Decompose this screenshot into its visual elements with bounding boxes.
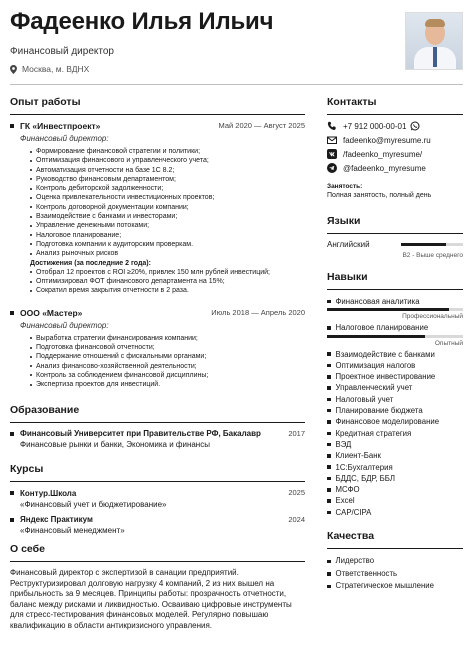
achievement-item: Сократил время закрытия отчетности в 2 раза.: [30, 286, 305, 295]
job-role: Финансовый директор:: [20, 134, 109, 143]
achievements-list: [30, 268, 305, 296]
skill-item: Планирование бюджета: [327, 405, 463, 416]
section-title-experience: Опыт работы: [10, 96, 305, 115]
whatsapp-icon: [410, 121, 420, 131]
achievement-item: Отобрал 12 проектов с ROI ≥20%, привлек 150 млн рублей инвестиций;: [30, 268, 305, 277]
duty-item: Контроль договорной документации компании;: [30, 203, 305, 212]
job-entry: [10, 121, 305, 296]
job-company: ГК «Инвестпроект»: [10, 121, 100, 131]
right-column: [327, 96, 463, 593]
resume-header: [10, 8, 463, 80]
language-level-bar: [401, 243, 463, 246]
skill-item: Кредитная стратегия: [327, 428, 463, 439]
skill-level-bar: [327, 308, 463, 311]
duty-item: Выработка стратегии финансирования компании;: [30, 334, 305, 343]
education-spec: Финансовые рынки и банки, Экономика и финансы: [20, 440, 210, 450]
quality-item: Ответственность: [327, 568, 463, 581]
header-divider: [10, 84, 463, 85]
map-pin-icon: [10, 65, 17, 74]
skill-item: Налоговый учет: [327, 394, 463, 405]
section-title-education: Образование: [10, 404, 305, 423]
quality-item: Лидерство: [327, 555, 463, 568]
person-location: [10, 64, 463, 74]
duty-item: Контроль за соблюдением финансовой дисциплины;: [30, 371, 305, 380]
contact-site[interactable]: /fadeenko_myresume/: [327, 149, 463, 159]
skill-item: 1С:Бухгалтерия: [327, 462, 463, 473]
course-year: 2024: [288, 514, 305, 524]
person-position: Финансовый директор: [10, 46, 114, 57]
duty-item: Налоговое планирование;: [30, 231, 305, 240]
skill-level: Профессиональный: [402, 313, 463, 321]
job-company: ООО «Мастер»: [10, 308, 82, 318]
skill-item: Взаимодействие с банками: [327, 349, 463, 360]
duty-item: Анализ рыночных рисков: [30, 249, 305, 258]
skill-rated: Финансовая аналитика: [327, 296, 463, 307]
employment-label: Занятость:: [327, 183, 363, 190]
phone-icon: [327, 121, 337, 131]
job-duties: [30, 147, 305, 259]
duty-item: Экспертиза проектов для инвестиций.: [30, 380, 305, 389]
course-name: Яндекс Практикум: [10, 515, 93, 524]
skill-rated: Налоговое планирование: [327, 322, 463, 333]
job-role: Финансовый директор:: [20, 320, 109, 330]
course-entry: [10, 488, 305, 509]
about-text: Финансовый директор с экспертизой в санации предприятий. Реструктуризировал долговую нагрузку 4 компаний, 2 из них вышел на прибыльность за 9 месяцев. Принципы работы: прозрачность отчетности, баланс между рисками и ликвидностью. Осваиваю цифровые инструменты для стресс-тестирования финансовых моделей. Регулярно повышаю квалификацию в области антикризисного управления.: [10, 568, 292, 630]
duty-item: Оценка привлекательности инвестиционных проектов;: [30, 193, 305, 202]
skill-level: Опытный: [434, 339, 463, 347]
duty-item: Анализ финансово-хозяйственной деятельности;: [30, 362, 305, 371]
skill-item: Клиент-Банк: [327, 450, 463, 461]
section-title-languages: Языки: [327, 215, 463, 234]
job-duties: [30, 334, 305, 390]
profile-photo: [405, 12, 463, 70]
duty-item: Оптимизация финансового и управленческого учета;: [30, 156, 305, 165]
duty-item: Поддержание отношений с фискальными органами;: [30, 352, 305, 361]
section-title-qualities: Качества: [327, 530, 463, 549]
contact-email[interactable]: fadeenko@myresume.ru: [327, 135, 463, 145]
skill-item: БДДС, БДР, ББЛ: [327, 473, 463, 484]
course-title: «Финансовый менеджмент»: [20, 526, 125, 536]
skill-level-bar: [327, 335, 463, 338]
duty-item: Автоматизация отчетности на базе 1С 8.2;: [30, 166, 305, 175]
job-dates: Май 2020 — Август 2025: [218, 121, 305, 130]
skill-item: Проектное инвестирование: [327, 371, 463, 382]
skill-item: ВЭД: [327, 439, 463, 450]
achievement-item: Оптимизировал ФОТ финансового департамента на 15%;: [30, 277, 305, 286]
job-dates: Июль 2018 — Апрель 2020: [211, 307, 305, 317]
location-text: Москва, м. ВДНХ: [22, 64, 90, 74]
duty-item: Контроль дебиторской задолженности;: [30, 184, 305, 193]
skill-item: Управленческий учет: [327, 382, 463, 393]
section-title-about: О себе: [10, 543, 305, 562]
quality-item: Стратегическое мышление: [327, 580, 463, 593]
duty-item: Руководство финансовым департаментом;: [30, 175, 305, 184]
person-name: Фадеенко Илья Ильич: [10, 8, 274, 35]
course-name: Контур.Школа: [10, 489, 76, 498]
skill-item: Excel: [327, 495, 463, 506]
skill-item: Финансовое моделирование: [327, 416, 463, 427]
skill-item: CAP/CIPA: [327, 507, 463, 518]
telegram-icon: [327, 163, 337, 173]
education-name: Финансовый Университет при Правительстве РФ, Бакалавр: [10, 429, 261, 438]
section-title-contacts: Контакты: [327, 96, 463, 115]
duty-item: Взаимодействие с банками и инвесторами;: [30, 212, 305, 221]
left-column: [10, 96, 305, 632]
duty-item: Управление денежными потоками;: [30, 221, 305, 230]
skill-item: Оптимизация налогов: [327, 360, 463, 371]
contact-phone: +7 912 000-00-01: [327, 121, 463, 131]
duty-item: Формирование финансовой стратегии и политики;: [30, 147, 305, 156]
skills-list: [327, 349, 463, 518]
employment-value: Полная занятость, полный день: [327, 192, 432, 199]
skill-item: МСФО: [327, 484, 463, 495]
duty-item: Подготовка финансовой отчетности;: [30, 343, 305, 352]
section-title-skills: Навыки: [327, 271, 463, 290]
language-row: [327, 240, 463, 249]
education-year: 2017: [288, 428, 305, 438]
course-year: 2025: [288, 488, 305, 498]
contact-telegram[interactable]: @fadeenko_myresume: [327, 163, 463, 173]
section-title-courses: Курсы: [10, 463, 305, 482]
language-level: B2 - Выше среднего: [402, 252, 463, 259]
course-title: «Финансовый учет и бюджетирование»: [20, 499, 167, 509]
course-entry: [10, 515, 305, 536]
achievements-title: Достижения (за последние 2 года):: [30, 259, 151, 267]
language-name: Английский: [327, 240, 370, 249]
vk-icon: [327, 149, 337, 159]
job-entry: [10, 308, 305, 390]
duty-item: Подготовка компании к аудиторским проверкам.: [30, 240, 305, 249]
mail-icon: [327, 135, 337, 145]
